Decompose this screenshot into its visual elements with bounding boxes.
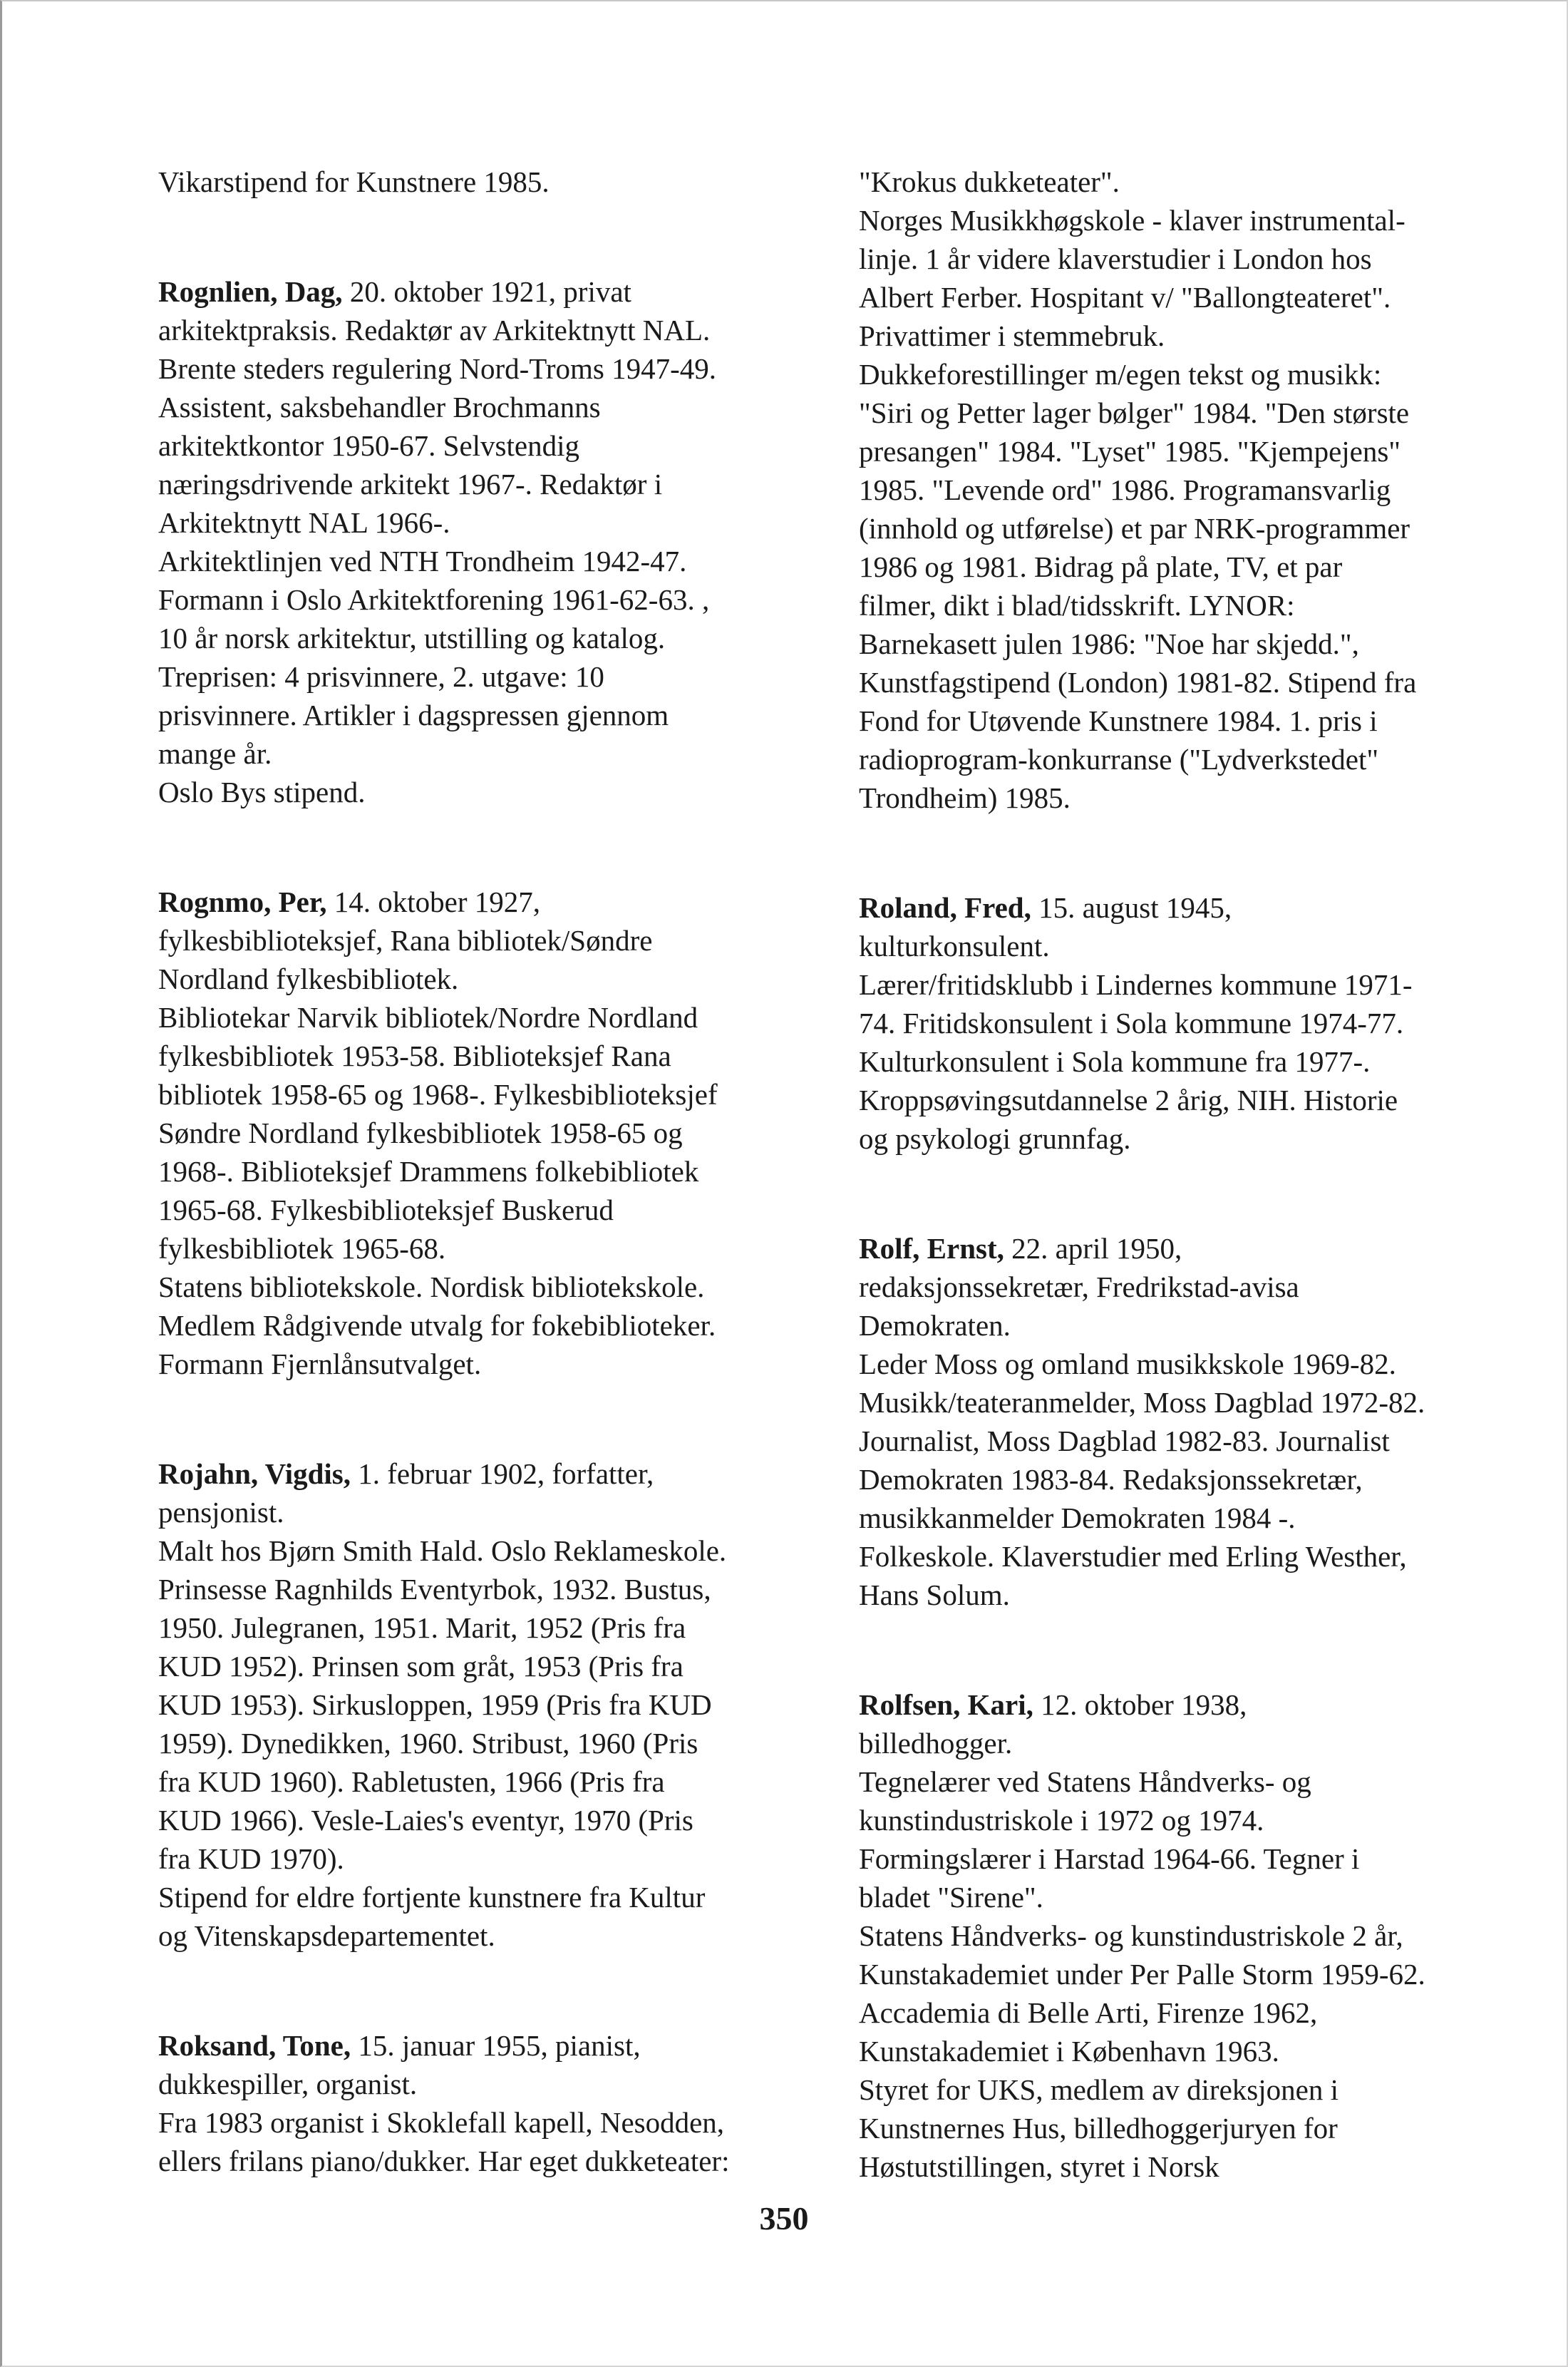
entry-name: Rojahn, Vigdis, (158, 1457, 351, 1490)
text-line: Demokraten 1983-84. Redaksjonssekretær, (859, 1463, 1363, 1496)
text-line: bibliotek 1958-65 og 1968-. Fylkesbiblioteksjef (158, 1078, 718, 1111)
text-line: ellers frilans piano/dukker. Har eget dukketeater: (158, 2145, 730, 2177)
text-line: 74. Fritidskonsulent i Sola kommune 1974-77. (859, 1007, 1404, 1039)
text-line: bladet "Sirene". (859, 1881, 1043, 1914)
text-line: Leder Moss og omland musikkskole 1969-82. (859, 1347, 1396, 1380)
text-line: 1959). Dynedikken, 1960. Stribust, 1960 (Pris (158, 1727, 698, 1760)
text-line: Albert Ferber. Hospitant v/ "Ballongteateret". (859, 281, 1391, 314)
text-line: og psykologi grunnfag. (859, 1122, 1131, 1155)
text-line: Dukkeforestillinger m/egen tekst og musikk: (859, 358, 1382, 391)
entry-heading (859, 1685, 1522, 1724)
text-line: fylkesbibliotek 1965-68. (158, 1232, 446, 1265)
text-line: Kunstnernes Hus, billedhoggerjuryen for (859, 2112, 1338, 2145)
text-line: kulturkonsulent. (859, 930, 1050, 962)
text-line: presangen" 1984. "Lyset" 1985. "Kjempejens" (859, 435, 1401, 468)
left-column (158, 163, 821, 2180)
text-line: Musikk/teateranmelder, Moss Dagblad 1972-82. (859, 1386, 1425, 1419)
entry-heading (859, 888, 1522, 927)
text-line: Statens bibliotekskole. Nordisk bibliotekskole. (158, 1270, 705, 1303)
entry-name: Roksand, Tone, (158, 2029, 351, 2062)
text-line: mange år. (158, 737, 272, 770)
text-line: "Krokus dukketeater". (859, 165, 1120, 198)
text-line: dukkespiller, organist. (158, 2068, 418, 2100)
entry-heading-details: 1. februar 1902, forfatter, (351, 1457, 654, 1490)
text-line: Journalist, Moss Dagblad 1982-83. Journalist (859, 1424, 1390, 1457)
entry-name: Rolf, Ernst, (859, 1232, 1004, 1265)
text-line: KUD 1953). Sirkusloppen, 1959 (Pris fra KUD (158, 1688, 712, 1721)
text-line: Vikarstipend for Kunstnere 1985. (158, 165, 550, 198)
entry-heading-details: 22. april 1950, (1004, 1232, 1182, 1265)
text-line: (innhold og utførelse) et par NRK-programmer (859, 512, 1410, 545)
entry-heading-details: 15. januar 1955, pianist, (351, 2029, 641, 2062)
text-line: 1965-68. Fylkesbiblioteksjef Buskerud (158, 1193, 614, 1226)
text-line: Accademia di Belle Arti, Firenze 1962, (859, 1996, 1318, 2029)
text-line: Norges Musikkhøgskole - klaver instrumental- (859, 204, 1405, 237)
entry-heading (859, 1229, 1522, 1268)
text-line: arkitektkontor 1950-67. Selvstendig (158, 429, 579, 462)
entry-heading-details: 20. oktober 1921, privat (342, 275, 631, 308)
text-line: 10 år norsk arkitektur, utstilling og katalog. (158, 622, 666, 654)
entry-name: Rognmo, Per, (158, 885, 327, 918)
text-line: Treprisen: 4 prisvinnere, 2. utgave: 10 (158, 660, 604, 693)
text-line: 1986 og 1981. Bidrag på plate, TV, et par (859, 550, 1343, 583)
entry-heading (158, 2026, 821, 2065)
text-line: Søndre Nordland fylkesbibliotek 1958-65 og (158, 1116, 683, 1149)
text-line: kunstindustriskole i 1972 og 1974. (859, 1804, 1264, 1837)
text-line: og Vitenskapsdepartementet. (158, 1919, 495, 1952)
text-line: radioprogram-konkurranse ("Lydverkstedet" (859, 743, 1379, 776)
text-line: Stipend for eldre fortjente kunstnere fra Kultur (158, 1881, 706, 1914)
text-line: Nordland fylkesbibliotek. (158, 962, 459, 995)
text-line: pensjonist. (158, 1496, 284, 1529)
text-line: Barnekasett julen 1986: "Noe har skjedd.", (859, 627, 1359, 660)
text-line: Formann i Oslo Arkitektforening 1961-62-63. , (158, 583, 710, 616)
page-number: 350 (759, 2200, 809, 2237)
text-line: Styret for UKS, medlem av direksjonen i (859, 2073, 1339, 2106)
text-line: prisvinnere. Artikler i dagspressen gjennom (158, 699, 669, 731)
text-line: Formann Fjernlånsutvalget. (158, 1347, 482, 1380)
text-line: Arkitektlinjen ved NTH Trondheim 1942-47. (158, 545, 687, 577)
text-line: Kulturkonsulent i Sola kommune fra 1977-. (859, 1045, 1371, 1078)
text-line: filmer, dikt i blad/tidsskrift. LYNOR: (859, 589, 1295, 622)
text-line: Kunstakademiet i København 1963. (859, 2035, 1279, 2068)
entry-heading-details: 14. oktober 1927, (326, 885, 540, 918)
text-line: Kunstfagstipend (London) 1981-82. Stipend fra (859, 666, 1417, 699)
text-line: Arkitektnytt NAL 1966-. (158, 506, 450, 539)
entry-name: Roland, Fred, (859, 891, 1031, 924)
entry-heading-details: 12. oktober 1938, (1033, 1688, 1247, 1721)
text-line: Hans Solum. (859, 1578, 1010, 1611)
entry-heading-details: 15. august 1945, (1031, 891, 1232, 924)
text-line: Demokraten. (859, 1309, 1011, 1342)
text-line: Kroppsøvingsutdannelse 2 årig, NIH. Historie (859, 1084, 1398, 1116)
text-line: KUD 1952). Prinsen som gråt, 1953 (Pris fra (158, 1650, 684, 1683)
text-line: musikkanmelder Demokraten 1984 -. (859, 1501, 1296, 1534)
entry-heading (158, 883, 821, 921)
entry-heading (158, 1454, 821, 1493)
entry-heading (158, 272, 821, 311)
text-line: KUD 1966). Vesle-Laies's eventyr, 1970 (Pris (158, 1804, 693, 1837)
text-line: fylkesbibliotek 1953-58. Biblioteksjef Rana (158, 1039, 671, 1072)
text-line: Fond for Utøvende Kunstnere 1984. 1. pris i (859, 704, 1378, 737)
text-line: Privattimer i stemmebruk. (859, 319, 1165, 352)
entry-name: Rolfsen, Kari, (859, 1688, 1033, 1721)
text-line: arkitektpraksis. Redaktør av Arkitektnytt NAL. (158, 314, 711, 346)
entry-name: Rognlien, Dag, (158, 275, 343, 308)
text-line: redaksjonssekretær, Fredrikstad-avisa (859, 1270, 1299, 1303)
text-line: Lærer/fritidsklubb i Lindernes kommune 1971- (859, 968, 1413, 1001)
text-line: Kunstakademiet under Per Palle Storm 1959-62. (859, 1958, 1425, 1991)
text-line: linje. 1 år videre klaverstudier i London hos (859, 242, 1372, 275)
text-line: "Siri og Petter lager bølger" 1984. "Den største (859, 396, 1410, 429)
text-line: næringsdrivende arkitekt 1967-. Redaktør i (158, 468, 663, 500)
text-line: Medlem Rådgivende utvalg for fokebiblioteker. (158, 1309, 716, 1342)
text-line: fra KUD 1970). (158, 1842, 344, 1875)
text-line: fylkesbiblioteksjef, Rana bibliotek/Søndre (158, 924, 653, 957)
text-line: Fra 1983 organist i Skoklefall kapell, Nesodden, (158, 2106, 725, 2139)
right-column (859, 163, 1522, 2186)
text-line: Høstutstillingen, styret i Norsk (859, 2150, 1219, 2183)
text-line: 1985. "Levende ord" 1986. Programansvarlig (859, 473, 1391, 506)
text-line: Bibliotekar Narvik bibliotek/Nordre Nordland (158, 1001, 698, 1034)
text-line: 1950. Julegranen, 1951. Marit, 1952 (Pris fra (158, 1611, 686, 1644)
text-line: Oslo Bys stipend. (158, 776, 366, 808)
text-line: Trondheim) 1985. (859, 781, 1071, 814)
text-line: Tegnelærer ved Statens Håndverks- og (859, 1765, 1311, 1798)
text-line: Formingslærer i Harstad 1964-66. Tegner i (859, 1842, 1360, 1875)
text-line: Statens Håndverks- og kunstindustriskole 2 år, (859, 1919, 1403, 1952)
text-line: Assistent, saksbehandler Brochmanns (158, 391, 601, 423)
text-line: Brente steders regulering Nord-Troms 1947-49. (158, 352, 717, 385)
text-line: fra KUD 1960). Rabletusten, 1966 (Pris fra (158, 1765, 665, 1798)
text-line: billedhogger. (859, 1727, 1013, 1760)
text-line: Prinsesse Ragnhilds Eventyrbok, 1932. Bustus, (158, 1573, 711, 1606)
text-line: Folkeskole. Klaverstudier med Erling Westher, (859, 1540, 1407, 1573)
text-line: 1968-. Biblioteksjef Drammens folkebibliotek (158, 1155, 699, 1188)
text-line: Malt hos Bjørn Smith Hald. Oslo Reklameskole. (158, 1534, 727, 1567)
